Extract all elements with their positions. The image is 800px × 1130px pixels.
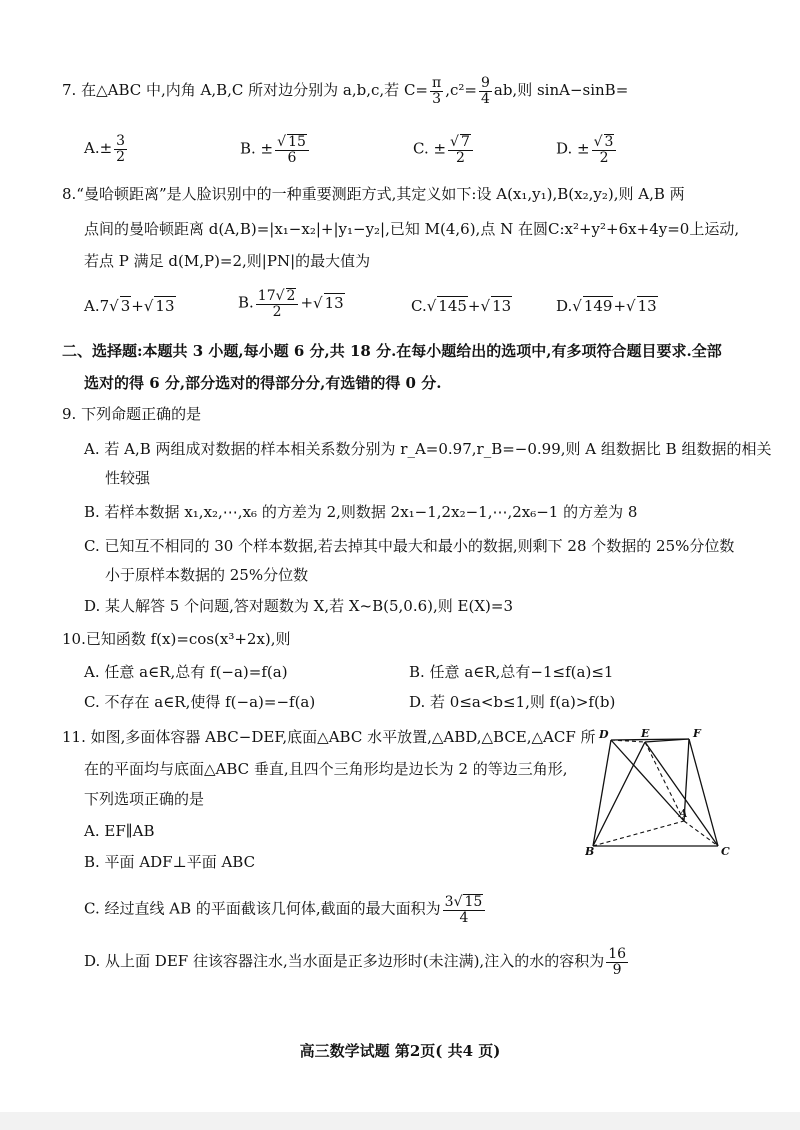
- sqrt-icon: [144, 297, 154, 315]
- q9-stem: 9. 下列命题正确的是: [62, 405, 202, 423]
- edge-da: [611, 740, 684, 821]
- q11-option-c-text: C. 经过直线 AB 的平面截该几何体,截面的最大面积为: [84, 899, 441, 918]
- sqrt-icon: [277, 134, 286, 150]
- edge-fc: [689, 739, 718, 846]
- q7-stem-part-c: ab,则 sinA−sinB=: [493, 81, 629, 100]
- q8-option-b-fraction: [256, 288, 299, 319]
- q7-option-c-den: 2: [456, 149, 465, 166]
- q8-option-b: [238, 288, 345, 319]
- sqrt-icon: [313, 294, 323, 312]
- q9-option-a-line-2: 性较强: [105, 469, 151, 487]
- vertex-label-d: D: [599, 728, 609, 741]
- q11-option-c-fraction: [443, 894, 486, 925]
- q7-stem-part-b: ,c²=: [445, 81, 477, 100]
- q9-option-b: B. 若样本数据 x₁,x₂,⋯,x₆ 的方差为 2,则数据 2x₁−1,2x₂−1,⋯,2x₆−1 的方差为 8: [84, 503, 638, 521]
- q9-option-c-line-1: C. 已知互不相同的 30 个样本数据,若去掉其中最大和最小的数据,则剩下 28 个数据的 25%分位数: [84, 537, 735, 555]
- q7-c2-fraction: [479, 76, 492, 106]
- q8-option-c: [411, 296, 512, 315]
- edge-eb: [593, 742, 645, 846]
- q10-option-a: A. 任意 a∈R,总有 f(−a)=f(a): [84, 663, 288, 681]
- q11-stem-line-1: 11. 如图,多面体容器 ABC−DEF,底面△ABC 水平放置,△ABD,△BCE,△ACF 所: [62, 728, 596, 746]
- vertex-label-f: F: [693, 727, 701, 740]
- vertex-label-e: E: [641, 727, 650, 740]
- vertex-label-c: C: [721, 845, 730, 857]
- q7-c-fraction: [430, 76, 443, 106]
- polyhedron-figure: [585, 722, 740, 857]
- sqrt-icon: [427, 297, 437, 315]
- q7-c-frac-num: π: [432, 75, 442, 91]
- q8-option-b-num-coeff: 17: [257, 288, 276, 304]
- q8-option-d: [556, 296, 658, 315]
- q7-stem-part-a: 7. 在△ABC 中,内角 A,B,C 所对边分别为 a,b,c,若 C=: [62, 81, 428, 100]
- edge-ba-hidden: [593, 821, 684, 846]
- q7-option-a-den: 2: [116, 148, 126, 165]
- q10-option-d: D. 若 0≤a<b≤1,则 f(a)>f(b): [409, 693, 616, 711]
- q7-option-b-prefix: B. ±: [240, 139, 274, 158]
- q8-option-d-radicand-1: 149: [583, 297, 613, 315]
- q7-option-d-prefix: D. ±: [556, 139, 590, 158]
- q8-option-c-radicand-1: 145: [438, 297, 467, 315]
- q7-c-frac-den: 3: [432, 90, 442, 107]
- q8-option-b-radicand-2: 13: [324, 293, 344, 312]
- q7-c2-frac-den: 4: [480, 90, 490, 107]
- vertex-label-b: B: [585, 845, 595, 857]
- page-footer: 高三数学试题 第2页( 共4 页): [299, 1042, 501, 1060]
- q8-option-b-plus: +: [300, 293, 314, 312]
- q10-stem: 10.已知函数 f(x)=cos(x³+2x),则: [62, 630, 291, 648]
- q7-option-c-radicand: 7: [460, 134, 470, 150]
- q7-option-a-fraction: [114, 134, 127, 164]
- q7-option-b: [240, 134, 311, 165]
- q8-option-a: [84, 296, 176, 315]
- q11-option-d: [84, 947, 630, 977]
- q7-stem: [62, 76, 628, 106]
- q7-option-a: [84, 134, 129, 164]
- sqrt-icon: [594, 134, 603, 150]
- q11-option-d-text: D. 从上面 DEF 往该容器注水,当水面是正多边形时(未注满),注入的水的容积为: [84, 952, 605, 971]
- q9-option-d: D. 某人解答 5 个问题,答对题数为 X,若 X~B(5,0.6),则 E(X)=3: [84, 597, 513, 615]
- q11-stem-line-3: 下列选项正确的是: [84, 790, 205, 808]
- q11-option-a: A. EF∥AB: [84, 822, 155, 840]
- section-2-heading-line-1: 二、选择题:本题共 3 小题,每小题 6 分,共 18 分.在每小题给出的选项中,有多项符合题目要求.全部: [62, 342, 722, 360]
- vertex-label-a: A: [679, 807, 688, 820]
- q7-option-c: [413, 134, 475, 165]
- q7-option-b-num: [275, 134, 309, 151]
- q8-option-a-plus: +: [131, 297, 144, 315]
- scan-bottom-strip: [0, 1112, 800, 1130]
- q7-option-c-prefix: C. ±: [413, 139, 447, 158]
- q8-option-b-num-radicand: 2: [286, 288, 296, 304]
- q7-option-d-radicand: 3: [604, 134, 614, 150]
- q8-line-3: 若点 P 满足 d(M,P)=2,则|PN|的最大值为: [84, 252, 371, 270]
- q11-option-c: [84, 894, 487, 925]
- q8-option-c-plus: +: [467, 297, 481, 315]
- sqrt-icon: [276, 288, 285, 304]
- q11-option-c-num-coeff: 3: [444, 894, 454, 910]
- sqrt-icon: [572, 297, 582, 315]
- q11-option-d-fraction: [606, 947, 628, 977]
- q11-stem-line-2: 在的平面均与底面△ABC 垂直,且四个三角形均是边长为 2 的等边三角形,: [84, 760, 568, 778]
- q9-option-a-line-1: A. 若 A,B 两组成对数据的样本相关系数分别为 r_A=0.97,r_B=−0.99,则 A 组数据比 B 组数据的相关: [84, 440, 772, 458]
- q8-option-a-radicand-1: 3: [120, 297, 131, 315]
- q7-option-a-prefix: A.±: [84, 139, 113, 158]
- q7-option-b-den: 6: [287, 149, 297, 166]
- q8-line-1: 8.“曼哈顿距离”是人脸识别中的一种重要测距方式,其定义如下:设 A(x₁,y₁),B(x₂,y₂),则 A,B 两: [62, 185, 685, 203]
- sqrt-icon: [626, 297, 636, 315]
- q7-option-d-num: [592, 134, 617, 151]
- q8-option-a-prefix: A.7: [84, 297, 110, 315]
- q7-option-c-fraction: [448, 134, 473, 165]
- q8-option-b-prefix: B.: [238, 293, 254, 312]
- sqrt-icon: [450, 134, 459, 150]
- sqrt-icon: [109, 297, 119, 315]
- q8-option-d-prefix: D.: [556, 297, 573, 315]
- q8-option-a-radicand-2: 13: [155, 297, 175, 315]
- q10-option-b: B. 任意 a∈R,总有−1≤f(a)≤1: [409, 663, 614, 681]
- q8-line-2: 点间的曼哈顿距离 d(A,B)=|x₁−x₂|+|y₁−y₂|,已知 M(4,6),点 N 在圆C:x²+y²+6x+4y=0上运动,: [84, 220, 740, 238]
- q8-option-b-num: [256, 288, 299, 305]
- q7-option-a-num: 3: [116, 133, 126, 149]
- q10-option-c: C. 不存在 a∈R,使得 f(−a)=−f(a): [84, 693, 316, 711]
- q8-option-d-plus: +: [613, 297, 627, 315]
- q8-option-d-radicand-2: 13: [637, 297, 657, 315]
- q11-option-c-num-radicand: 15: [464, 894, 483, 910]
- q7-option-d: [556, 134, 618, 165]
- q11-option-c-num: [443, 894, 486, 911]
- edge-db: [593, 740, 611, 846]
- q11-option-d-den: 9: [612, 961, 622, 978]
- q7-option-b-fraction: [275, 134, 309, 165]
- edge-ec: [645, 742, 718, 846]
- q7-option-d-fraction: [592, 134, 617, 165]
- sqrt-icon: [481, 297, 491, 315]
- q8-option-b-den: 2: [272, 303, 282, 320]
- q11-option-d-num: 16: [608, 946, 627, 962]
- q8-option-c-prefix: C.: [411, 297, 427, 315]
- section-2-heading-line-2: 选对的得 6 分,部分选对的得部分分,有选错的得 0 分.: [84, 374, 442, 392]
- q7-c2-frac-num: 9: [480, 75, 490, 91]
- q11-option-b: B. 平面 ADF⊥平面 ABC: [84, 853, 256, 871]
- q7-option-d-den: 2: [599, 149, 609, 166]
- q7-option-b-radicand: 15: [288, 134, 306, 150]
- sqrt-icon: [454, 894, 463, 910]
- q9-option-c-line-2: 小于原样本数据的 25%分位数: [105, 566, 309, 584]
- q8-option-c-radicand-2: 13: [492, 297, 512, 315]
- q11-option-c-den: 4: [459, 909, 469, 926]
- q7-option-c-num: [448, 134, 473, 151]
